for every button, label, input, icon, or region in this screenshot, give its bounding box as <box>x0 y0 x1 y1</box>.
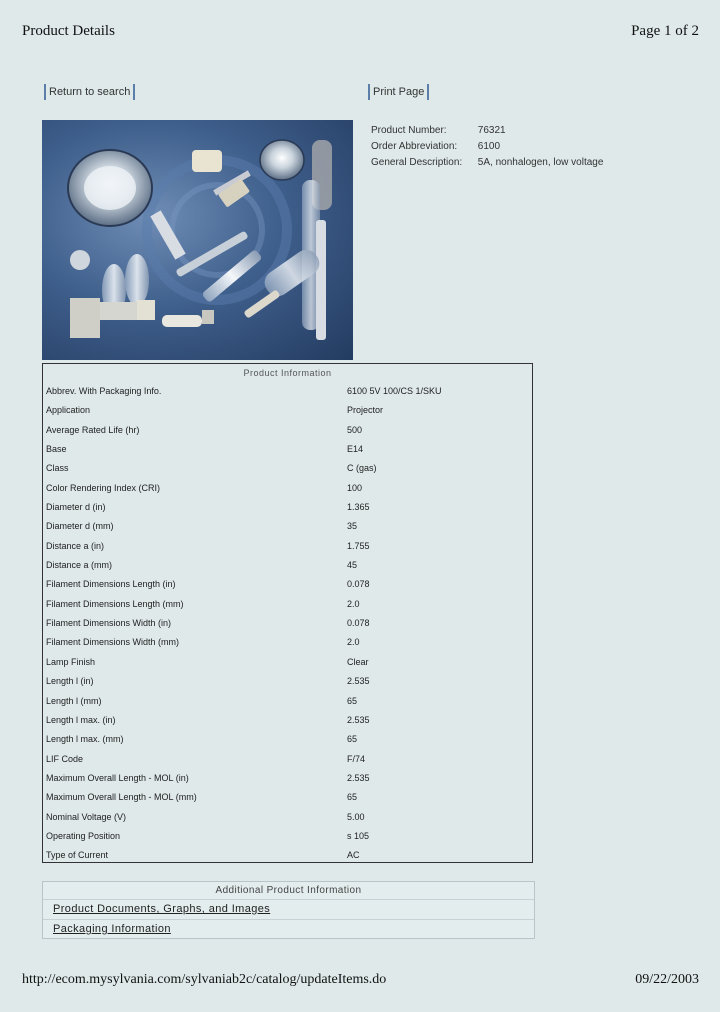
row-value: s 105 <box>347 830 370 841</box>
row-key: LIF Code <box>46 753 84 764</box>
row-value: C (gas) <box>347 463 377 474</box>
row-key: Distance a (mm) <box>46 560 113 571</box>
summary-label: General Description: <box>371 157 463 168</box>
lamp-collage-image <box>42 120 353 360</box>
row-value: 6100 5V 100/CS 1/SKU <box>347 386 442 396</box>
row-key: Application <box>46 405 91 416</box>
footer-date: 09/22/2003 <box>635 972 699 987</box>
row-value: 65 <box>347 695 358 706</box>
table-row <box>43 517 532 536</box>
row-value: Clear <box>347 656 369 667</box>
additional-product-information <box>42 881 535 939</box>
row-value: 100 <box>347 482 363 493</box>
page-title: Product Details <box>22 23 115 39</box>
table-row <box>43 750 532 769</box>
row-value: 2.535 <box>347 676 370 687</box>
row-value: 0.078 <box>347 618 370 629</box>
row-value: 0.078 <box>347 579 370 590</box>
row-key: Base <box>46 444 67 455</box>
table-row <box>43 479 532 498</box>
summary-row <box>371 155 603 171</box>
table-caption: Product Information <box>243 368 332 378</box>
row-value: E14 <box>347 444 364 455</box>
footer-url: http://ecom.mysylvania.com/sylvaniab2c/catalog/updateItems.do <box>22 972 387 987</box>
list-item <box>43 899 534 919</box>
row-value: 2.535 <box>347 714 370 725</box>
row-key: Diameter d (in) <box>46 502 106 513</box>
row-key: Length l (in) <box>46 676 94 687</box>
row-value: 2.0 <box>347 637 360 648</box>
row-key: Filament Dimensions Length (mm) <box>46 598 184 609</box>
row-key: Filament Dimensions Length (in) <box>46 579 176 590</box>
row-value: 5.00 <box>347 811 365 822</box>
row-key: Average Rated Life (hr) <box>46 424 140 435</box>
print-page-link[interactable]: Print Page <box>368 84 429 100</box>
row-key: Length l (mm) <box>46 695 102 706</box>
row-value: 1.755 <box>347 540 370 551</box>
row-value: 2.0 <box>347 598 360 609</box>
table-row <box>43 846 532 865</box>
packaging-information-link[interactable]: Packaging Information <box>53 923 171 935</box>
table-row <box>43 692 532 711</box>
row-key: Length l max. (mm) <box>46 734 124 745</box>
summary-value: 6100 <box>477 141 501 152</box>
table-row <box>43 556 532 575</box>
table-row <box>43 459 532 478</box>
table-row <box>43 421 532 440</box>
return-to-search-link[interactable]: Return to search <box>44 84 135 100</box>
row-key: Abbrev. With Packaging Info. <box>46 386 162 396</box>
row-key: Diameter d (mm) <box>46 521 114 532</box>
product-documents-link[interactable]: Product Documents, Graphs, and Images <box>53 903 271 915</box>
row-key: Maximum Overall Length - MOL (mm) <box>46 792 197 803</box>
table-row <box>43 827 532 846</box>
row-value: 45 <box>347 560 358 571</box>
row-value: 2.535 <box>347 772 370 783</box>
row-key: Length l max. (in) <box>46 714 116 725</box>
product-summary <box>371 123 603 171</box>
table-row <box>43 498 532 517</box>
table-row <box>43 769 532 788</box>
row-key: Type of Current <box>46 850 109 861</box>
row-key: Lamp Finish <box>46 656 96 667</box>
row-value: 500 <box>347 424 363 435</box>
table-row <box>43 401 532 420</box>
table-row <box>43 595 532 614</box>
row-value: 65 <box>347 734 358 745</box>
summary-row <box>371 123 603 139</box>
row-key: Distance a (in) <box>46 540 105 551</box>
page-number: Page 1 of 2 <box>631 23 699 39</box>
table-row <box>43 730 532 749</box>
row-key: Nominal Voltage (V) <box>46 811 127 822</box>
row-key: Filament Dimensions Width (in) <box>46 618 172 629</box>
table-row <box>43 653 532 672</box>
summary-value: 76321 <box>477 125 506 136</box>
table-row <box>43 440 532 459</box>
table-row <box>43 808 532 827</box>
summary-label: Product Number: <box>371 125 447 136</box>
summary-row <box>371 139 603 155</box>
table-row <box>43 672 532 691</box>
additional-caption: Additional Product Information <box>215 885 362 896</box>
row-key: Maximum Overall Length - MOL (in) <box>46 772 189 783</box>
row-value: 1.365 <box>347 502 370 513</box>
row-key: Class <box>46 463 69 474</box>
table-row <box>43 382 532 401</box>
row-value: 65 <box>347 792 358 803</box>
row-value: F/74 <box>347 753 366 764</box>
table-row <box>43 614 532 633</box>
table-row <box>43 788 532 807</box>
row-key: Color Rendering Index (CRI) <box>46 482 161 493</box>
table-row <box>43 575 532 594</box>
table-row <box>43 711 532 730</box>
table-row <box>43 633 532 652</box>
row-value: AC <box>347 850 360 861</box>
table-row <box>43 537 532 556</box>
row-value: 35 <box>347 521 358 532</box>
summary-value: 5A, nonhalogen, low voltage <box>477 157 604 168</box>
row-value: Projector <box>347 405 384 416</box>
product-photo <box>42 120 353 360</box>
row-key: Filament Dimensions Width (mm) <box>46 637 180 648</box>
product-information-table <box>42 363 533 863</box>
summary-label: Order Abbreviation: <box>371 141 458 152</box>
list-item <box>43 919 534 939</box>
row-key: Operating Position <box>46 830 121 841</box>
